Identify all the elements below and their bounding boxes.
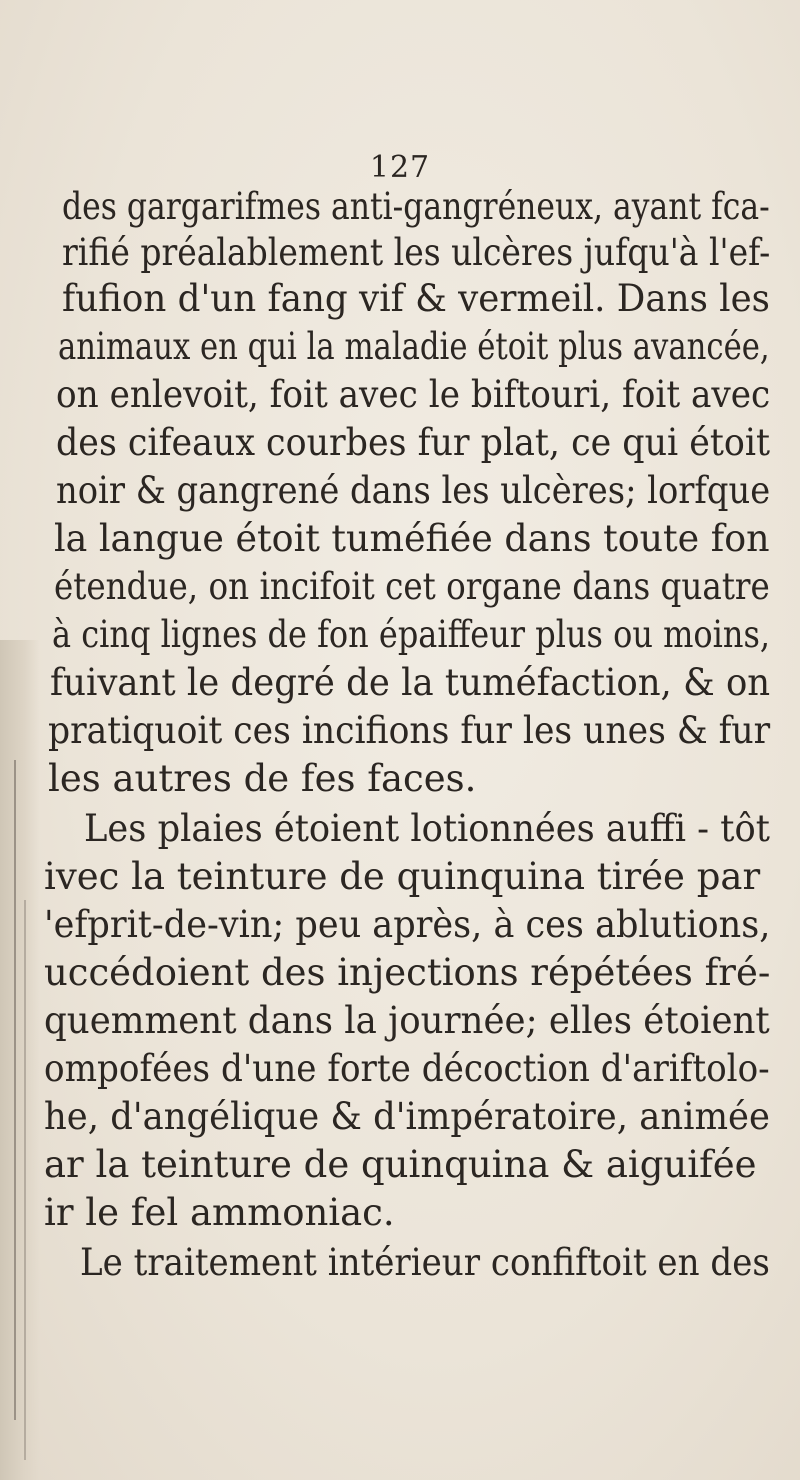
text-line: ompofées d'une forte décoction d'ariftolo- <box>44 1047 770 1090</box>
text-line: étendue, on incifoit cet organe dans quatre <box>54 565 770 608</box>
text-line: pratiquoit ces incifions fur les unes & fur <box>48 709 771 752</box>
text-line: rifié préalablement les ulcères jufqu'à l'ef- <box>62 231 771 274</box>
text-line: ir le fel ammoniac. <box>44 1191 395 1234</box>
text-line: 'efprit-de-vin; peu après, à ces ablutions, <box>44 903 771 946</box>
text-line: fuivant le degré de la tuméfaction, & on <box>50 661 771 704</box>
text-line: Le traitement intérieur confiftoit en des <box>80 1241 770 1284</box>
text-line: la langue étoit tuméfiée dans toute fon <box>54 517 770 560</box>
text-line: ivec la teinture de quinquina tirée par <box>44 855 761 898</box>
text-line: les autres de fes faces. <box>48 757 477 800</box>
text-line: noir & gangrené dans les ulcères; lorfque <box>56 469 771 512</box>
text-line: on enlevoit, foit avec le biftouri, foit avec <box>56 373 771 416</box>
text-line: à cinq lignes de fon épaiffeur plus ou moins, <box>52 613 771 656</box>
page-number: 127 <box>369 150 431 185</box>
text-line: des gargarifmes anti-gangréneux, ayant fca- <box>62 185 770 228</box>
text-line: fufion d'un fang vif & vermeil. Dans les <box>62 277 770 320</box>
text-line: des cifeaux courbes fur plat, ce qui étoit <box>56 421 771 464</box>
text-line: animaux en qui la maladie étoit plus avancée, <box>58 325 770 368</box>
text-line: ar la teinture de quinquina & aiguifée <box>44 1143 757 1186</box>
text-line: he, d'angélique & d'impératoire, animée <box>44 1095 770 1138</box>
text-line: uccédoient des injections répétées fré- <box>44 951 771 994</box>
text-line: Les plaies étoient lotionnées auffi - tôt <box>84 807 770 850</box>
text-line: quemment dans la journée; elles étoient <box>44 999 770 1042</box>
